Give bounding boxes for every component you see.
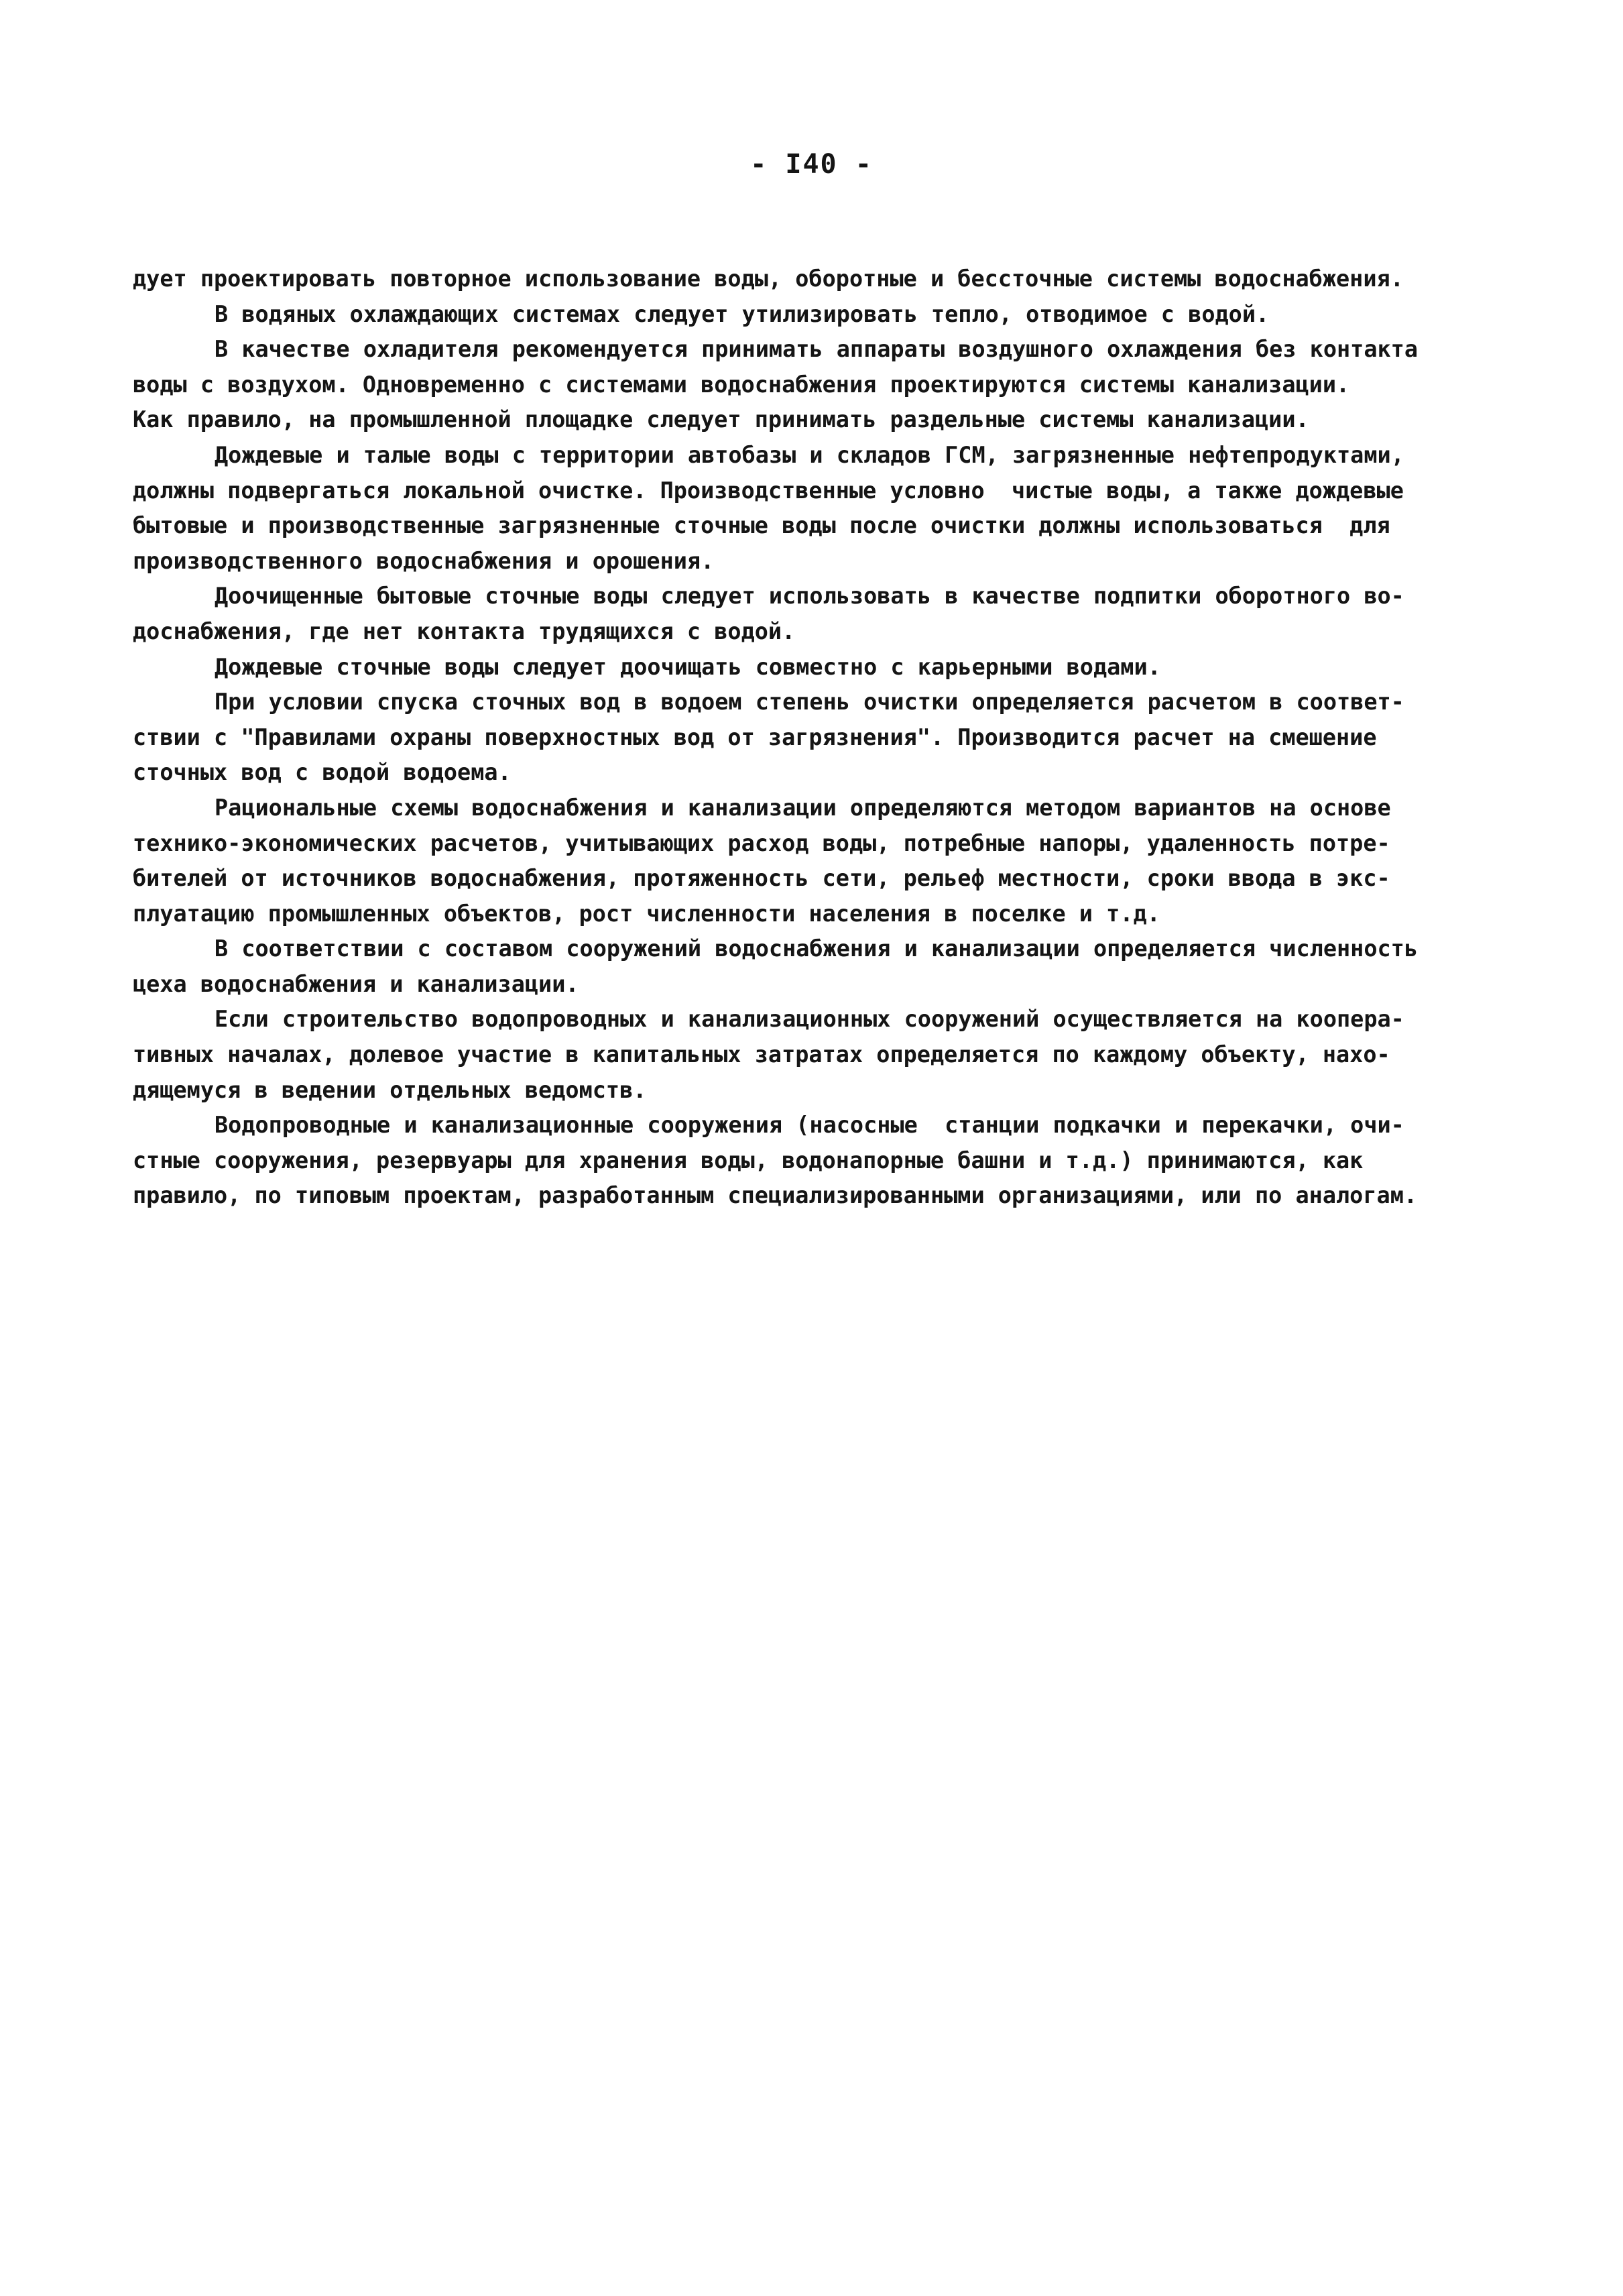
text-line: Доочищенные бытовые сточные воды следует использовать в качестве подпитки оборотного во- — [215, 583, 1404, 610]
text-line: Дождевые сточные воды следует доочищать совместно с карьерными водами. — [215, 653, 1161, 680]
text-line: При условии спуска сточных вод в водоем степень очистки определяется расчетом в соответ- — [215, 689, 1404, 715]
text-line: Дождевые и талые воды с территории автобазы и складов ГСМ, загрязненные нефтепродуктами, — [215, 441, 1404, 468]
text-line: доснабжения, где нет контакта трудящихся с водой. — [133, 618, 796, 644]
text-line: технико-экономических расчетов, учитывающих расход воды, потребные напоры, удаленность потре- — [133, 829, 1390, 856]
page-number: - I40 - — [750, 149, 873, 180]
text-line: правило, по типовым проектам, разработанным специализированными организациями, или по аналогам. — [133, 1182, 1418, 1209]
text-line: Как правило, на промышленной площадке следует принимать раздельные системы канализации. — [133, 406, 1309, 433]
text-line: бителей от источников водоснабжения, протяженность сети, рельеф местности, сроки ввода в экс- — [133, 865, 1390, 892]
text-line: тивных началах, долевое участие в капитальных затратах определяется по каждому объекту, нахо- — [133, 1041, 1390, 1068]
text-line: воды с воздухом. Одновременно с системами водоснабжения проектируются системы канализации. — [133, 371, 1350, 398]
text-line: плуатацию промышленных объектов, рост численности населения в поселке и т.д. — [133, 900, 1160, 927]
text-line: должны подвергаться локальной очистке. Производственные условно чистые воды, а также дождевые — [133, 477, 1404, 504]
text-line: ствии с "Правилами охраны поверхностных вод от загрязнения". Производится расчет на смешение — [133, 724, 1377, 750]
text-line: стные сооружения, резервуары для хранения воды, водонапорные башни и т.д.) принимаются, как — [133, 1147, 1364, 1173]
text-line: сточных вод с водой водоема. — [133, 759, 512, 786]
text-line: Рациональные схемы водоснабжения и канализации определяются методом вариантов на основе — [215, 794, 1391, 821]
text-line: Если строительство водопроводных и канализационных сооружений осуществляется на коопера- — [215, 1006, 1404, 1033]
body-text — [133, 262, 1527, 1214]
text-line: В качестве охладителя рекомендуется принимать аппараты воздушного охлаждения без контакта — [215, 336, 1419, 363]
text-line: В соответствии с составом сооружений водоснабжения и канализации определяется численность — [215, 935, 1419, 962]
text-line: бытовые и производственные загрязненные сточные воды после очистки должны использоваться для — [133, 512, 1390, 539]
text-line: В водяных охлаждающих системах следует утилизировать тепло, отводимое с водой. — [215, 300, 1270, 327]
text-line: цеха водоснабжения и канализации. — [133, 970, 579, 997]
text-line: производственного водоснабжения и орошения. — [133, 547, 715, 574]
text-line: Водопроводные и канализационные сооружения (насосные станции подкачки и перекачки, очи- — [215, 1112, 1404, 1139]
text-line: дует проектировать повторное использование воды, оборотные и бессточные системы водоснабжения. — [133, 266, 1404, 292]
text-line: дящемуся в ведении отдельных ведомств. — [133, 1076, 647, 1103]
